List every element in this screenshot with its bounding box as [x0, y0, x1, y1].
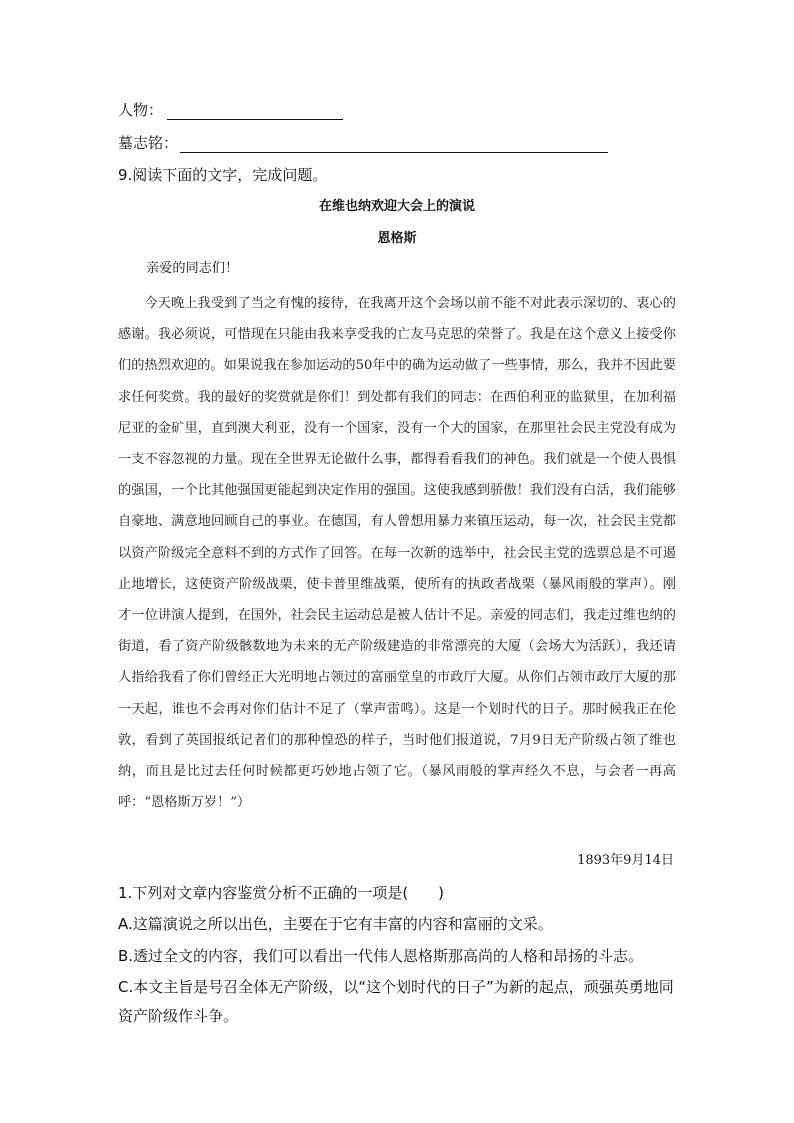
epitaph-label: 墓志铭： — [118, 134, 179, 152]
person-blank[interactable] — [167, 101, 343, 120]
reading-task-prompt: 9.阅读下面的文字，完成问题。 — [118, 166, 328, 184]
option-c[interactable]: C.本文主旨是号召全体无产阶级，以“这个划时代的日子”为新的起点，顽强英勇地同资产阶级作斗争。 — [118, 978, 674, 1025]
article-author: 恩格斯 — [377, 231, 417, 246]
speech-date: 1893年9月14日 — [577, 853, 674, 868]
speech-greeting: 亲爱的同志们！ — [146, 261, 239, 276]
article-title: 在维也纳欢迎大会上的演说 — [318, 199, 475, 214]
person-field — [118, 100, 343, 120]
speech-body: 今天晚上我受到了当之有愧的接待，在我离开这个会场以前不能不对此表示深切的、衷心的感谢。我必须说，可惜现在只能由我来享受我的亡友马克思的荣誉了。我是在这个意义上接受你们的热烈欢迎的。如果说我在参加运动的50年中的确为运动做了一些事情，那么，我并不因此要求任何奖赏。我的最好的奖赏就是你们！到处都有我们的同志：在西伯利亚的监狱里，在加利福尼亚的金矿里，直到澳大利亚，没有一个国家，没有一个大的国家，在那里社会民主党没有成为一支不容忽视的力量。现在全世界无论做什么事，都得看看我们的神色。我们就是一个使人畏惧的强国，一个比其他强国更能起到决定作用的强国。这使我感到骄傲！我们没有白活，我们能够自豪地、满意地回顾自己的事业。在德国，有人曾想用暴力来镇压运动，每一次，社会民主党都以资产阶级完全意料不到的方式作了回答。在每一次新的选举中，社会民主党的选票总是不可遏止地增长，这使资产阶级战栗，使卡普里维战栗，使所有的执政者战栗（暴风雨般的掌声）。刚才一位讲演人提到，在国外，社会民主运动总是被人估计不足。亲爱的同志们，我走过维也纳的街道，看了资产阶级骸数地为未来的无产阶级建造的非常漂亮的大厦（会场大为活跃），我还请人指给我看了你们曾经正大光明地占领过的富丽堂皇的市政厅大厦。从你们占领市政厅大厦的那一天起，谁也不会再对你们估计不足了（掌声雷鸣）。这是一个划时代的日子。那时候我正在伦敦，看到了英国报纸记者们的那种惶恐的样子，当时他们报道说，7月9日无产阶级占领了维也纳，而且是比过去任何时候都更巧妙地占领了它。（暴风雨般的掌声经久不息，与会者一再高呼：“恩格斯万岁！”） — [118, 296, 676, 811]
epitaph-blank[interactable] — [180, 134, 608, 153]
question-stem: 1.下列对文章内容鉴赏分析不正确的一项是( ) — [118, 884, 445, 902]
option-b[interactable]: B.透过全文的内容，我们可以看出一代伟人恩格斯那高尚的人格和昂扬的斗志。 — [118, 947, 644, 965]
epitaph-field — [118, 133, 608, 153]
person-label: 人物： — [118, 101, 164, 119]
option-a[interactable]: A.这篇演说之所以出色，主要在于它有丰富的内容和富丽的文采。 — [118, 915, 553, 933]
